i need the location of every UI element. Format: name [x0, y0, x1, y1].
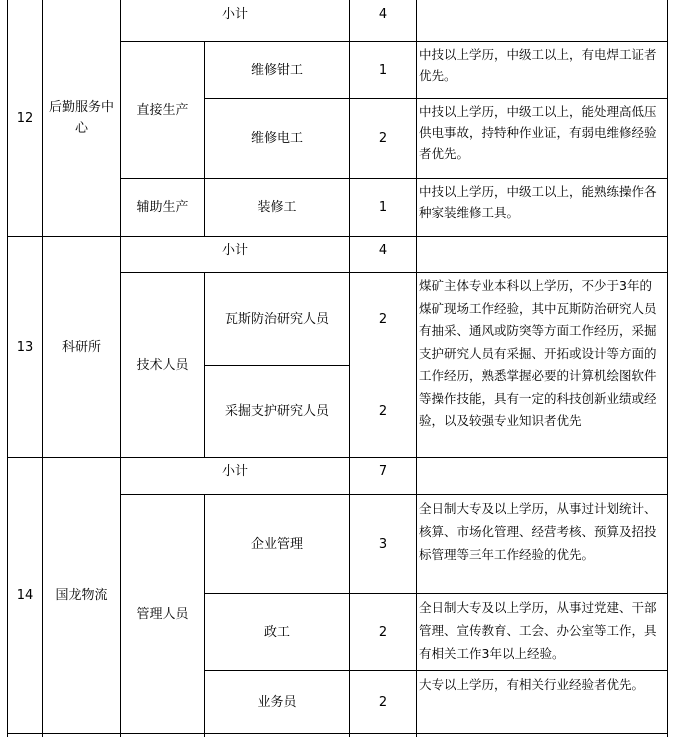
position-title — [205, 366, 349, 457]
category-name — [121, 179, 204, 236]
position-title — [205, 495, 349, 593]
position-requirement-text: 中技以上学历，中级工以上，有电焊工证者优先。 — [419, 47, 657, 83]
subtotal-count — [350, 0, 416, 41]
group-number — [8, 458, 42, 733]
position-title-text: 瓦斯防治研究人员 — [224, 311, 329, 327]
position-count — [350, 179, 416, 236]
position-title — [205, 42, 349, 98]
category-name-text: 技术人员 — [136, 357, 189, 373]
position-count — [350, 671, 416, 733]
group-number — [8, 0, 42, 236]
department-name-text: 后勤服务中心 — [48, 100, 114, 136]
subtotal-count-text: 4 — [378, 243, 388, 258]
department-name — [43, 0, 120, 236]
department-name — [43, 458, 120, 733]
position-count — [350, 273, 416, 365]
position-requirement-text: 中技以上学历，中级工以上，能熟练操作各种家装维修工具。 — [419, 184, 657, 220]
shared-requirement — [417, 273, 667, 457]
position-requirement-text: 大专以上学历，有相关行业经验者优先。 — [419, 677, 645, 692]
position-count-text: 1 — [378, 200, 388, 215]
shared-requirement-text: 煤矿主体专业本科以上学历，不少于3年的煤矿现场工作经验，其中瓦斯防治研究人员有抽采、通风或防突等方面工作经历，采掘支护研究人员有采掘、开拓或设计等方面的工作经历，熟悉掌握必要的计算机绘图软件等操作技能，具有一定的科技创新业绩或经验，以及较强专业知识者优先 — [419, 278, 657, 428]
position-requirement — [417, 179, 667, 236]
position-title — [205, 273, 349, 365]
department-name-text: 科研所 — [61, 339, 101, 355]
subtotal-label — [121, 0, 349, 41]
group-number-text: 14 — [16, 588, 34, 603]
position-requirement — [417, 495, 667, 593]
group-number-text: 13 — [16, 339, 34, 355]
position-title — [205, 671, 349, 733]
subtotal-label — [121, 237, 349, 272]
position-requirement — [417, 42, 667, 98]
department-name — [43, 237, 120, 457]
category-name-text: 管理人员 — [136, 606, 189, 622]
position-title-text: 业务员 — [257, 694, 297, 710]
category-name — [121, 273, 204, 457]
subtotal-count — [350, 237, 416, 272]
position-title-text: 企业管理 — [250, 536, 303, 552]
position-title-text: 采掘支护研究人员 — [224, 404, 329, 419]
subtotal-count-text: 7 — [378, 463, 388, 479]
position-count — [350, 366, 416, 457]
position-count-text: 1 — [378, 62, 388, 78]
subtotal-label-text: 小计 — [221, 243, 248, 258]
position-count — [350, 99, 416, 178]
position-count-text: 2 — [378, 311, 388, 327]
position-requirement-text: 中技以上学历，中级工以上，能处理高低压供电事故，持特种作业证，有弱电维修经验者优先。 — [419, 104, 657, 161]
position-title-text: 维修电工 — [250, 131, 303, 146]
position-requirement — [417, 671, 667, 733]
position-count-text: 2 — [378, 131, 388, 146]
category-name-text: 直接生产 — [136, 102, 189, 118]
group-number-text: 12 — [16, 110, 34, 126]
position-title-text: 维修钳工 — [250, 62, 303, 78]
position-title — [205, 594, 349, 670]
position-count — [350, 495, 416, 593]
table-border-right — [667, 0, 668, 737]
subtotal-label-text: 小计 — [221, 7, 248, 22]
position-requirement — [417, 594, 667, 670]
position-requirement — [417, 99, 667, 178]
position-title-text: 政工 — [263, 624, 290, 640]
subtotal-label-text: 小计 — [221, 463, 248, 479]
position-count — [350, 594, 416, 670]
position-count — [350, 42, 416, 98]
category-name — [121, 495, 204, 733]
subtotal-count — [350, 458, 416, 494]
position-title — [205, 179, 349, 236]
row-divider-bottom — [7, 733, 668, 734]
category-name-text: 辅助生产 — [136, 200, 189, 215]
category-name — [121, 42, 204, 178]
position-count-text: 2 — [378, 694, 388, 710]
group-number — [8, 237, 42, 457]
department-name-text: 国龙物流 — [55, 588, 108, 603]
position-requirement-text: 全日制大专及以上学历，从事过党建、干部管理、宣传教育、工会、办公室等工作，具有相关工作3年以上经验。 — [419, 600, 657, 661]
position-count-text: 3 — [378, 536, 388, 552]
position-title — [205, 99, 349, 178]
position-title-text: 装修工 — [257, 200, 297, 215]
position-count-text: 2 — [378, 404, 388, 419]
subtotal-count-text: 4 — [378, 7, 388, 22]
subtotal-label — [121, 458, 349, 494]
position-requirement-text: 全日制大专及以上学历，从事过计划统计、核算、市场化管理、经营考核、预算及招投标管理等三年工作经验的优先。 — [419, 501, 657, 562]
position-count-text: 2 — [378, 624, 388, 640]
